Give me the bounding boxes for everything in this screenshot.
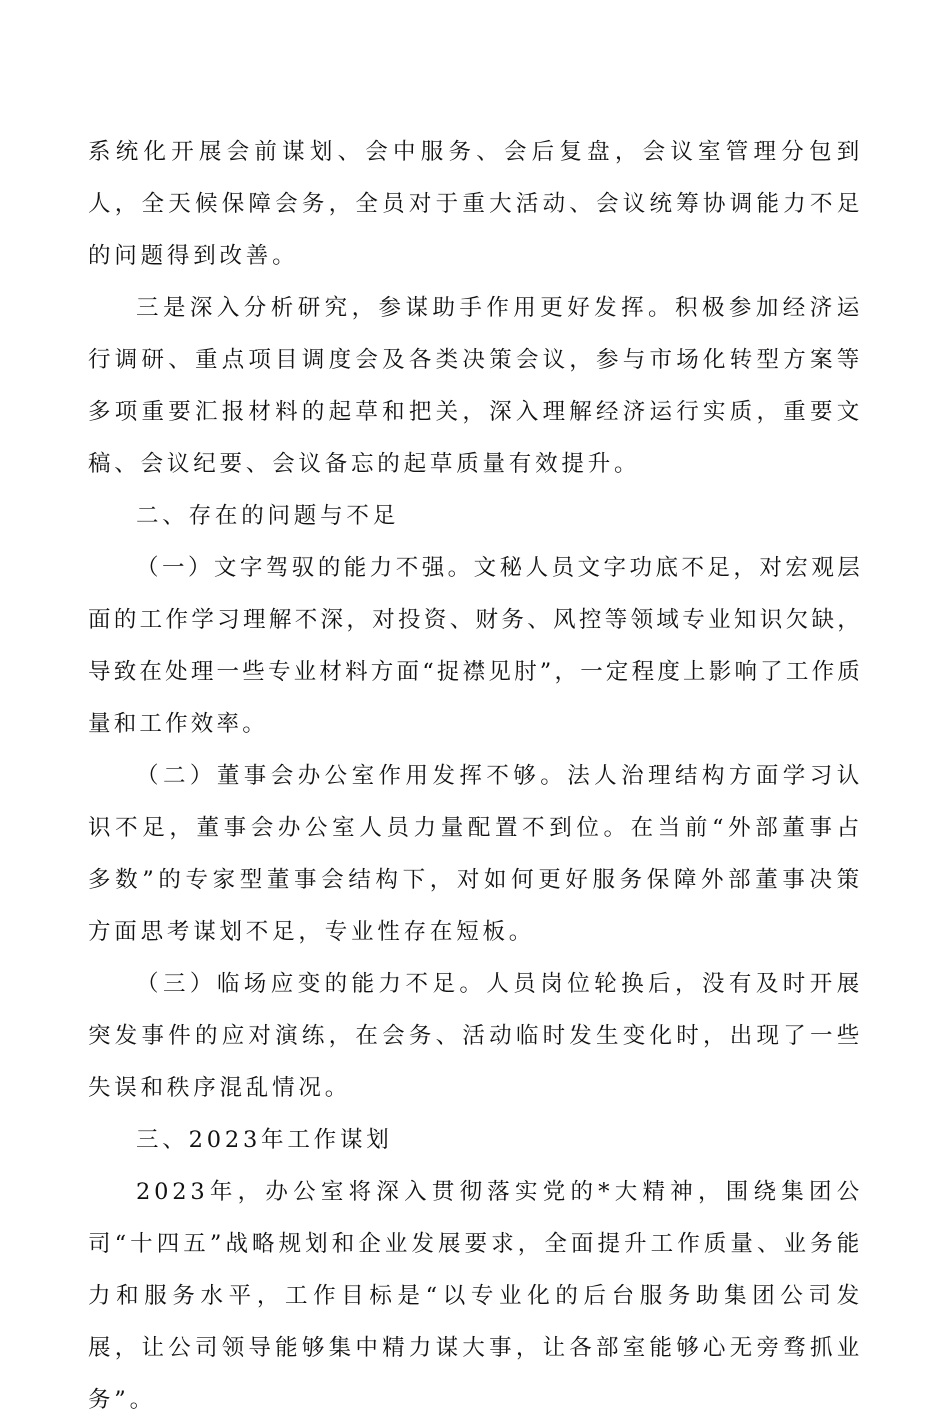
document-body: [88, 126, 863, 1426]
section-heading-problems: 二、存在的问题与不足: [136, 503, 400, 529]
paragraph-problem-board-office: （二）董事会办公室作用发挥不够。法人治理结构方面学习认识不足，董事会办公室人员力量配置不到位。在当前“外部董事占多数”的专家型董事会结构下，对如何更好服务保障外部董事决策方面思考谋划不足，专业性存在短板。: [88, 763, 863, 945]
paragraph-problem-adaptability: （三）临场应变的能力不足。人员岗位轮换后，没有及时开展突发事件的应对演练，在会务、活动临时发生变化时，出现了一些失误和秩序混乱情况。: [88, 971, 863, 1101]
paragraph-meeting-service: 系统化开展会前谋划、会中服务、会后复盘，会议室管理分包到人，全天候保障会务，全员对于重大活动、会议统筹协调能力不足的问题得到改善。: [88, 139, 863, 269]
paragraph-problem-writing: （一）文字驾驭的能力不强。文秘人员文字功底不足，对宏观层面的工作学习理解不深，对投资、财务、风控等领域专业知识欠缺，导致在处理一些专业材料方面“捉襟见肘”，一定程度上影响了工作质量和工作效率。: [88, 555, 863, 737]
paragraph-2023-goals: 2023年，办公室将深入贯彻落实党的*大精神，围绕集团公司“十四五”战略规划和企业发展要求，全面提升工作质量、业务能力和服务水平，工作目标是“以专业化的后台服务助集团公司发展，让公司领导能够集中精力谋大事，让各部室能够心无旁骛抓业务”。: [88, 1179, 863, 1413]
paragraph-analysis-research: 三是深入分析研究，参谋助手作用更好发挥。积极参加经济运行调研、重点项目调度会及各类决策会议，参与市场化转型方案等多项重要汇报材料的起草和把关，深入理解经济运行实质，重要文稿、会议纪要、会议备忘的起草质量有效提升。: [88, 295, 863, 477]
section-heading-2023-plan: 三、2023年工作谋划: [136, 1127, 393, 1153]
